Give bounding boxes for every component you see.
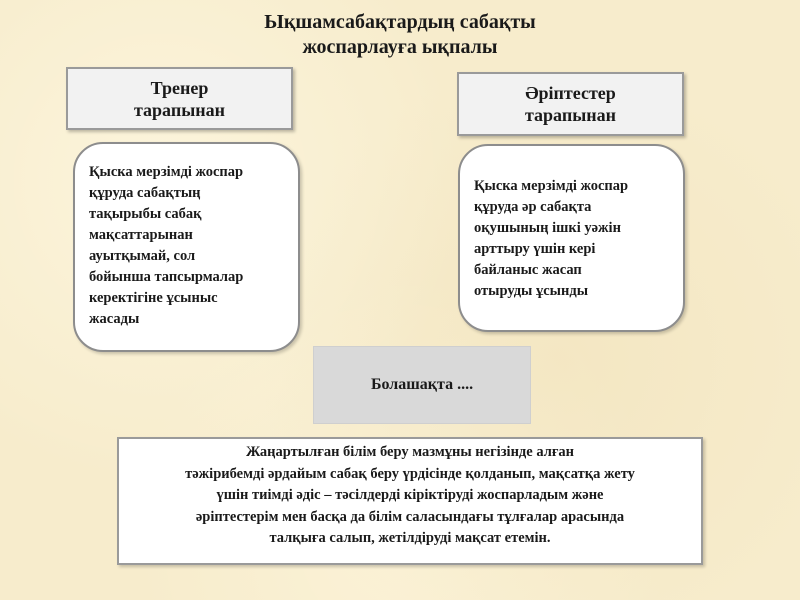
trainer-text-line: мақсаттарынан [89, 227, 193, 243]
peers-header-line-2: тарапынан [524, 105, 616, 125]
trainer-header-box [66, 67, 293, 130]
trainer-text-line: Қыска мерзімді жоспар [89, 164, 244, 180]
future-label: Болашақта .... [370, 376, 474, 393]
peers-text-line: отыруды ұсынды [474, 283, 589, 299]
peers-header-box [457, 72, 684, 136]
peers-header-line-1: Әріптестер [525, 83, 616, 103]
peers-text-line: құруда әр сабақта [474, 199, 592, 215]
trainer-text-line: ауытқымай, сол [89, 248, 196, 264]
conclusion-line: тәжірибемді әрдайым сабақ беру үрдісінде қолданып, мақсатқа жету [185, 465, 635, 482]
peers-text-line: оқушының ішкі уәжін [474, 220, 621, 236]
slide-title [0, 10, 800, 60]
conclusion-line: үшін тиімді әдіс – тәсілдерді кіріктіруді жоспарладым және [216, 487, 604, 503]
peers-text-line: Қыска мерзімді жоспар [474, 178, 629, 194]
slide-title-line-1: Ықшамсабақтардың сабақты [264, 11, 536, 33]
peers-text-line: байланыс жасап [474, 262, 582, 278]
slide-title-line-2: жоспарлауға ықпалы [302, 36, 498, 58]
conclusion-line: талқыға салып, жетілдіруді мақсат етемін. [269, 530, 551, 546]
trainer-header-line-2: тарапынан [133, 99, 225, 120]
trainer-text-line: керектігіне ұсыныс [89, 290, 218, 306]
trainer-text-line: жасады [89, 311, 140, 327]
trainer-text-line: бойынша тапсырмалар [89, 269, 244, 285]
trainer-text-line: тақырыбы сабақ [89, 206, 202, 222]
conclusion-line: Жаңартылған білім беру мазмұны негізінде алған [245, 444, 575, 460]
future-box [313, 346, 531, 424]
trainer-feedback-card [73, 142, 300, 352]
peers-feedback-card [458, 144, 685, 332]
trainer-header-line-1: Тренер [150, 77, 209, 98]
conclusion-box [117, 437, 703, 565]
peers-text-line: арттыру үшін кері [474, 241, 596, 257]
conclusion-line: әріптестерім мен басқа да білім саласындағы тұлғалар арасында [195, 508, 625, 525]
trainer-text-line: құруда сабақтың [89, 185, 201, 201]
